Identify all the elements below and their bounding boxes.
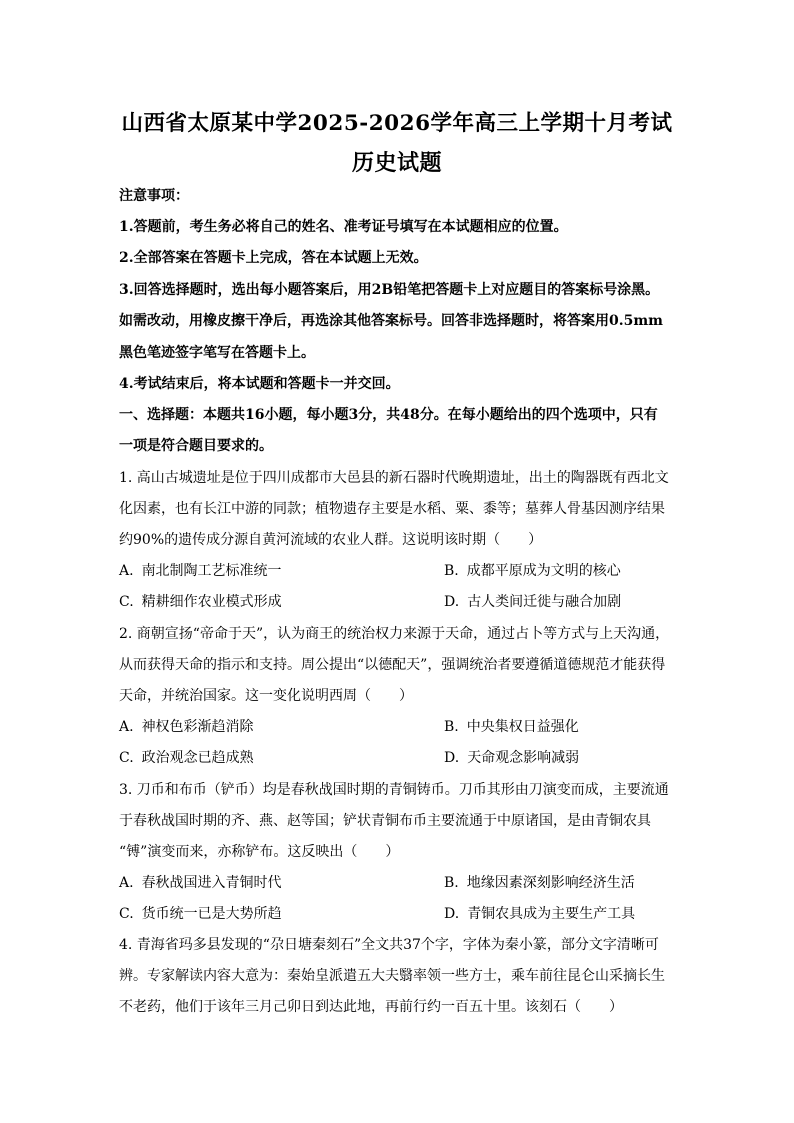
option-text: 南北制陶工艺标准统一 xyxy=(141,563,282,579)
question-2-option-d xyxy=(444,748,579,768)
option-letter: A. xyxy=(119,719,134,735)
option-text: 货币统一已是大势所趋 xyxy=(141,906,282,922)
option-text: 青铜农具成为主要生产工具 xyxy=(467,906,636,922)
question-2-option-b xyxy=(444,717,579,737)
question-3-option-d xyxy=(444,904,635,924)
exam-title: 山西省太原某中学2025-2026学年高三上学期十月考试 xyxy=(121,111,673,136)
question-3-option-a xyxy=(119,873,282,893)
question-2-stem: 天命，并统治国家。这一变化说明西周（ ） xyxy=(119,688,413,704)
question-3-option-c xyxy=(119,904,282,924)
option-text: 天命观念影响减弱 xyxy=(467,750,580,766)
option-letter: C. xyxy=(119,594,134,610)
option-text: 地缘因素深刻影响经济生活 xyxy=(466,875,635,891)
question-1-stem: 化因素，也有长江中游的同款；植物遗存主要是水稻、粟、黍等；墓葬人骨基因测序结果 xyxy=(119,501,665,517)
notice-item: 4.考试结束后，将本试题和答题卡一并交回。 xyxy=(119,376,400,392)
question-1-option-b xyxy=(444,561,621,581)
question-1-option-a xyxy=(119,561,282,581)
question-2-option-c xyxy=(119,748,254,768)
notice-item: 1.答题前，考生务必将自己的姓名、准考证号填写在本试题相应的位置。 xyxy=(119,219,568,235)
question-1-option-d xyxy=(444,592,621,612)
question-2-stem: 2. 商朝宣扬“帝命于天”，认为商王的统治权力来源于天命，通过占卜等方式与上天沟通， xyxy=(119,626,670,642)
question-1-stem: 1. 高山古城遗址是位于四川成都市大邑县的新石器时代晚期遗址，出土的陶器既有西北文 xyxy=(119,470,669,486)
option-text: 古人类间迁徙与融合加剧 xyxy=(467,594,622,610)
option-letter: B. xyxy=(444,719,459,735)
option-text: 神权色彩渐趋消除 xyxy=(141,719,254,735)
option-letter: D. xyxy=(444,594,460,610)
question-4-stem: 辨。专家解读内容大意为：秦始皇派遣五大夫翳率领一些方士，乘车前往昆仑山采摘长生 xyxy=(119,968,665,984)
option-letter: C. xyxy=(119,906,134,922)
question-3-option-b xyxy=(444,873,635,893)
question-3-stem: 3. 刀币和布币（铲币）均是春秋战国时期的青铜铸币。刀币其形由刀演变而成，主要流通 xyxy=(119,782,669,798)
question-1-option-c xyxy=(119,592,282,612)
option-letter: C. xyxy=(119,750,134,766)
option-letter: B. xyxy=(444,563,459,579)
option-text: 春秋战国进入青铜时代 xyxy=(141,875,282,891)
notice-item: 黑色笔迹签字笔写在答题卡上。 xyxy=(119,345,315,361)
notice-item: 3.回答选择题时，选出每小题答案后，用2B铅笔把答题卡上对应题目的答案标号涂黑。 xyxy=(119,282,660,298)
question-3-stem: “镈”演变而来，亦称铲布。这反映出（ ） xyxy=(119,844,400,860)
option-letter: D. xyxy=(444,750,460,766)
question-3-stem: 于春秋战国时期的齐、燕、赵等国；铲状青铜布币主要流通于中原诸国，是由青铜农具 xyxy=(119,813,651,829)
option-letter: A. xyxy=(119,563,134,579)
notice-item: 如需改动，用橡皮擦干净后，再选涂其他答案标号。回答非选择题时，将答案用0.5mm xyxy=(119,313,663,329)
option-letter: B. xyxy=(444,875,459,891)
question-4-stem: 4. 青海省玛多县发现的“尕日塘秦刻石”全文共37个字，字体为秦小篆，部分文字清晰可 xyxy=(119,937,659,953)
question-4-stem: 不老药，他们于该年三月己卯日到达此地，再前行约一百五十里。该刻石（ ） xyxy=(119,999,623,1015)
question-2-option-a xyxy=(119,717,254,737)
option-text: 中央集权日益强化 xyxy=(466,719,579,735)
section-heading-cont: 一项是符合题目要求的。 xyxy=(119,438,273,454)
question-1-stem: 约90%的遗传成分源自黄河流域的农业人群。这说明该时期（ ） xyxy=(119,532,543,548)
option-text: 精耕细作农业模式形成 xyxy=(141,594,282,610)
option-letter: A. xyxy=(119,875,134,891)
section-heading: 一、选择题：本题共16小题，每小题3分，共48分。在每小题给出的四个选项中，只有 xyxy=(119,407,658,423)
option-text: 成都平原成为文明的核心 xyxy=(466,563,621,579)
option-letter: D. xyxy=(444,906,460,922)
exam-subject: 历史试题 xyxy=(351,150,442,176)
notice-heading: 注意事项： xyxy=(119,188,189,204)
question-2-stem: 从而获得天命的指示和支持。周公提出“以德配天”，强调统治者要遵循道德规范才能获得 xyxy=(119,657,666,673)
option-text: 政治观念已趋成熟 xyxy=(141,750,254,766)
notice-item: 2.全部答案在答题卡上完成，答在本试题上无效。 xyxy=(119,250,428,266)
